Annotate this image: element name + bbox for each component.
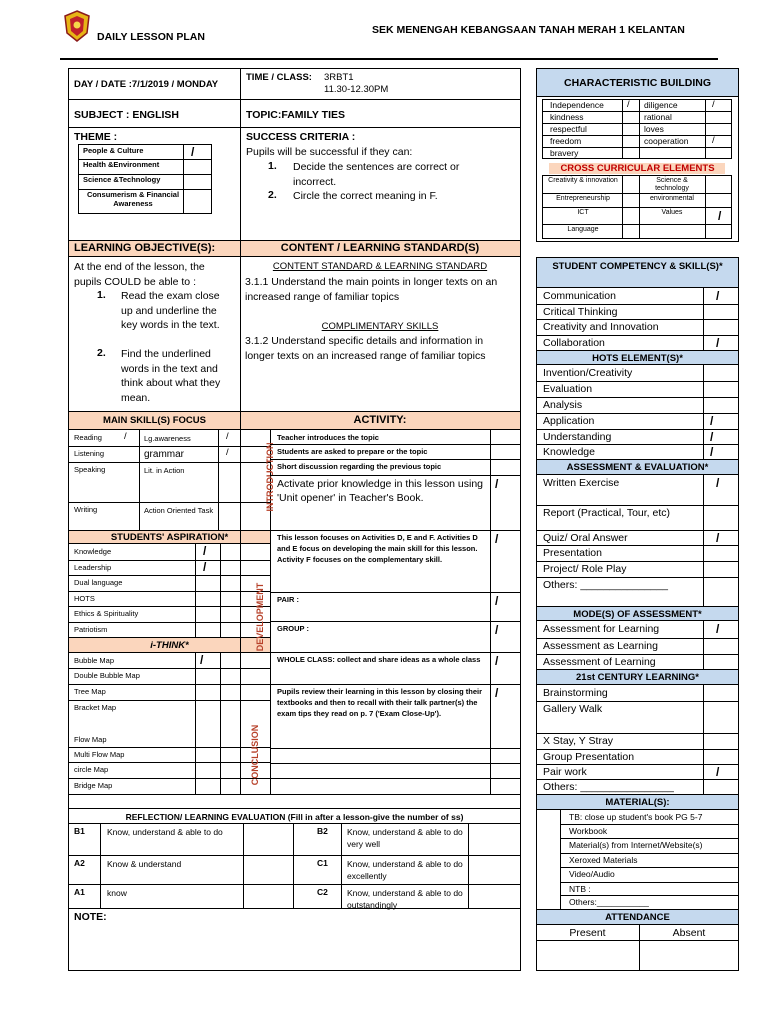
list-number: 1. xyxy=(268,160,277,172)
band-desc: Know, understand & able to do excellently xyxy=(347,859,463,881)
day-date: DAY / DATE :7/1/2019 / MONDAY xyxy=(74,79,219,90)
divider xyxy=(536,577,739,578)
objective-item: Find the underlined words in the text and think about what they mean. xyxy=(121,348,221,404)
ithink-label: Double Bubble Map xyxy=(74,671,140,680)
activity-text: Short discussion regarding the previous topic xyxy=(277,462,442,471)
divider xyxy=(622,99,623,159)
band-code: A2 xyxy=(74,858,85,868)
divider xyxy=(68,808,521,809)
school-logo xyxy=(62,9,92,43)
list-label: Quiz/ Oral Answer xyxy=(543,532,628,544)
tick-mark: / xyxy=(718,209,722,223)
list-label: Collaboration xyxy=(543,337,605,349)
ithink-label: Bubble Map xyxy=(74,656,115,665)
c21_header: 21st CENTURY LEARNING* xyxy=(576,672,699,683)
divider xyxy=(639,99,640,159)
material-label: Others:___________ xyxy=(569,897,649,907)
divider xyxy=(536,561,739,562)
theme-label: Consumerism & Financial Awareness xyxy=(86,190,180,208)
char-label: rational xyxy=(644,112,672,122)
divider xyxy=(183,174,184,189)
subject: SUBJECT : ENGLISH xyxy=(74,109,180,121)
list-label: Knowledge xyxy=(543,446,595,458)
aspiration-label: HOTS xyxy=(74,593,95,603)
divider xyxy=(536,304,739,305)
divider xyxy=(536,733,739,734)
aspiration-label: Patriotism xyxy=(74,624,108,634)
tick-mark: / xyxy=(710,430,714,444)
topic: TOPIC:FAMILY TIES xyxy=(246,109,345,121)
hots_header: HOTS ELEMENT(S)* xyxy=(592,353,683,364)
material-label: Workbook xyxy=(569,826,608,836)
divider xyxy=(536,429,739,430)
list-label: Analysis xyxy=(543,399,583,411)
activity-text: Activate prior knowledge in this lesson using 'Unit opener' in Teacher's Book. xyxy=(277,478,484,504)
tick-mark: / xyxy=(710,414,714,428)
band-desc: Know & understand xyxy=(107,859,182,869)
list-label: Application xyxy=(543,415,595,427)
tick-mark: / xyxy=(712,99,715,110)
tick-mark: / xyxy=(203,544,207,558)
success-item: Circle the correct meaning in F. xyxy=(293,190,438,202)
divider xyxy=(542,207,732,208)
activity-text: This lesson focuses on Activities D, E and F. Activities D and E focus on developing the main skill for this lesson. Activity F focuses on the complementary skill. xyxy=(277,533,478,564)
theme-label: THEME : xyxy=(74,131,118,143)
activity-text: Teacher introduces the topic xyxy=(277,433,379,442)
list-number: 2. xyxy=(268,189,277,201)
attendance-absent: Absent xyxy=(672,927,706,939)
activity-text: GROUP : xyxy=(277,624,309,633)
divider xyxy=(68,99,521,100)
list-label: Critical Thinking xyxy=(543,306,618,318)
divider xyxy=(536,940,739,941)
divider xyxy=(270,459,521,460)
divider xyxy=(220,544,221,794)
divider xyxy=(536,505,739,506)
tick-mark: / xyxy=(716,531,720,545)
material-label: Video/Audio xyxy=(569,869,615,879)
divider xyxy=(68,908,521,909)
mat_header: MATERIAL(S): xyxy=(605,797,670,808)
band-desc: Know, understand & able to do outstandingly xyxy=(347,888,463,910)
ithink-label: Tree Map xyxy=(74,687,106,696)
list-label: Others: _______________ xyxy=(543,579,668,591)
char-label: diligence xyxy=(644,100,678,110)
divider xyxy=(542,224,732,225)
skills-header: MAIN SKILL(S) FOCUS xyxy=(103,415,206,426)
divider xyxy=(293,823,294,908)
divider xyxy=(68,823,521,824)
divider xyxy=(705,175,706,239)
content-standard-1: 3.1.1 Understand the main points in longer texts on an increased range of familiar topics xyxy=(245,276,498,303)
col-divider xyxy=(240,257,241,411)
ithink-label: Bridge Map xyxy=(74,781,113,790)
char-label: loves xyxy=(644,124,664,134)
tick-mark: / xyxy=(495,477,499,491)
theme-label: People & Culture xyxy=(83,146,144,155)
divider xyxy=(270,444,521,445)
list-label: Understanding xyxy=(543,431,612,443)
divider xyxy=(240,684,270,685)
list-label: Pair work xyxy=(543,766,587,778)
activity-header: ACTIVITY: xyxy=(353,414,407,426)
assess_header: ASSESSMENT & EVALUATION* xyxy=(566,462,709,473)
char-header: CHARACTERISTIC BUILDING xyxy=(564,77,711,89)
divider xyxy=(536,444,739,445)
time-value: 11.30-12.30PM xyxy=(324,84,389,95)
divider xyxy=(560,895,739,896)
divider xyxy=(270,684,521,685)
aspiration-label: Ethics & Spirituality xyxy=(74,609,139,618)
activity-text: WHOLE CLASS: collect and share ideas as a whole class xyxy=(277,655,481,664)
skill-label: Speaking xyxy=(74,465,106,474)
char-label: respectful xyxy=(550,124,587,134)
cce-header: CROSS CURRICULAR ELEMENTS xyxy=(560,163,715,174)
attendance-present: Present xyxy=(569,927,606,939)
divider xyxy=(536,319,739,320)
doc-title: DAILY LESSON PLAN xyxy=(97,31,205,43)
tick-mark: / xyxy=(712,135,715,146)
divider xyxy=(195,544,196,794)
divider xyxy=(536,530,739,531)
ithink-label: Flow Map xyxy=(74,735,107,744)
divider xyxy=(560,882,739,883)
divider xyxy=(536,764,739,765)
band-code: C1 xyxy=(317,858,328,868)
att_header: ATTENDANCE xyxy=(605,912,670,923)
divider xyxy=(270,621,521,622)
divider xyxy=(270,748,521,749)
list-label: Communication xyxy=(543,290,616,302)
divider xyxy=(270,592,521,593)
tick-mark: / xyxy=(716,476,720,490)
list-label: Project/ Role Play xyxy=(543,563,627,575)
list-number: 2. xyxy=(97,347,106,359)
list-label: Gallery Walk xyxy=(543,703,603,715)
divider xyxy=(240,430,241,794)
divider xyxy=(139,430,140,530)
divider xyxy=(536,638,739,639)
tick-mark: / xyxy=(191,145,195,159)
divider xyxy=(68,855,521,856)
tick-mark: / xyxy=(226,431,229,442)
aspiration-label: Knowledge xyxy=(74,547,112,556)
objective-intro: At the end of the lesson, the pupils COULD be able to : xyxy=(74,261,205,288)
theme-label: Science &Technology xyxy=(83,175,161,184)
ithink-label: Multi Flow Map xyxy=(74,750,125,759)
list-label: Report (Practical, Tour, etc) xyxy=(543,507,671,519)
divider xyxy=(100,823,101,908)
skill-label: Lg.awareness xyxy=(144,434,191,443)
content-sub: CONTENT STANDARD & LEARNING STANDARD xyxy=(272,261,488,272)
tick-mark: / xyxy=(495,623,499,637)
cce-label: Creativity & innovation xyxy=(548,177,618,184)
success-intro: Pupils will be successful if they can: xyxy=(246,146,413,158)
divider xyxy=(560,824,739,825)
tick-mark: / xyxy=(226,447,229,458)
objective-item: Read the exam close up and underline the key words in the text. xyxy=(121,290,220,331)
divider xyxy=(536,654,739,655)
success-label: SUCCESS CRITERIA : xyxy=(246,131,356,143)
band-code: C2 xyxy=(317,887,328,897)
cce-label: Science & technology xyxy=(655,177,689,192)
tick-mark: / xyxy=(495,654,499,668)
band-desc: Know, understand & able to do xyxy=(107,827,223,837)
tick-mark: / xyxy=(203,559,207,574)
char-label: freedom xyxy=(550,136,582,146)
list-label: Others: ________________ xyxy=(543,781,674,793)
objective-header: LEARNING OBJECTIVE(S): xyxy=(74,242,216,254)
char-label: bravery xyxy=(550,148,579,158)
reflection-header: REFLECTION/ LEARNING EVALUATION (Fill in after a lesson-give the number of ss) xyxy=(125,812,464,822)
divider xyxy=(560,853,739,854)
tick-mark: / xyxy=(124,431,127,442)
introduction-label: INTRODUCTION xyxy=(265,442,275,512)
char-label: kindness xyxy=(550,112,584,122)
divider xyxy=(68,884,521,885)
header-rule xyxy=(60,58,718,60)
divider xyxy=(270,652,521,653)
list-label: Assessment as Learning xyxy=(543,640,658,652)
divider xyxy=(68,794,521,795)
mode_header: MODE(S) OF ASSESSMENT* xyxy=(573,609,702,620)
divider xyxy=(560,867,739,868)
ithink-header: i-THINK* xyxy=(150,640,189,651)
divider xyxy=(560,838,739,839)
divider xyxy=(622,175,623,239)
cce-label: environmental xyxy=(650,195,694,202)
comp-skills-label: COMPLIMENTARY SKILLS xyxy=(321,321,439,332)
divider xyxy=(243,823,244,908)
list-number: 1. xyxy=(97,289,106,301)
band-code: B2 xyxy=(317,826,328,836)
note-label: NOTE: xyxy=(74,911,107,923)
list-label: Creativity and Innovation xyxy=(543,321,659,333)
divider xyxy=(536,749,739,750)
divider xyxy=(270,475,521,476)
divider xyxy=(705,99,706,159)
ithink-label: Bracket Map xyxy=(74,703,117,712)
band-code: A1 xyxy=(74,887,85,897)
tick-mark: / xyxy=(495,594,499,608)
divider xyxy=(270,763,521,764)
divider xyxy=(536,397,739,398)
divider xyxy=(536,413,739,414)
material-label: Xeroxed Materials xyxy=(569,855,638,865)
tick-mark: / xyxy=(495,686,499,700)
char-label: cooperation xyxy=(644,136,689,146)
tick-mark: / xyxy=(716,765,720,779)
class-value: 3RBT1 xyxy=(324,72,354,83)
divider xyxy=(536,701,739,702)
development-label: DEVELOPMENT xyxy=(255,582,265,652)
divider xyxy=(536,335,739,336)
theme-label: Health &Environment xyxy=(83,160,160,169)
aspiration-label: Dual language xyxy=(74,578,123,587)
list-label: Written Exercise xyxy=(543,477,620,489)
skill-label: Listening xyxy=(74,449,105,458)
comp_header: STUDENT COMPETENCY & SKILL(S)* xyxy=(552,261,723,272)
tick-mark: / xyxy=(710,445,714,459)
aspiration-header: STUDENTS' ASPIRATION* xyxy=(110,532,229,543)
skill-label: Action Oriented Task xyxy=(144,506,214,515)
skill-label: Lit. in Action xyxy=(144,466,185,475)
skill-label: Writing xyxy=(74,505,98,514)
list-label: Group Presentation xyxy=(543,751,635,763)
activity-text: Students are asked to prepare or the topic xyxy=(277,447,428,456)
char-label: Independence xyxy=(550,100,604,110)
divider xyxy=(270,530,521,531)
divider xyxy=(536,545,739,546)
cce-label: Entrepreneurship xyxy=(556,195,610,202)
tick-mark: / xyxy=(495,532,499,546)
divider xyxy=(183,145,184,159)
divider xyxy=(240,530,270,531)
list-label: Brainstorming xyxy=(543,687,608,699)
list-label: X Stay, Y Stray xyxy=(543,735,614,747)
list-label: Assessment of Learning xyxy=(543,656,656,668)
content-standard-2: 3.1.2 Understand specific details and information in longer texts on an increased range of familiar topics xyxy=(245,335,486,362)
success-item: Decide the sentences are correct or incorrect. xyxy=(293,161,460,188)
tick-mark: / xyxy=(627,99,630,110)
skill-label: grammar xyxy=(144,449,185,460)
tick-mark: / xyxy=(716,336,720,350)
cce-label: ICT xyxy=(577,209,589,216)
tick-mark: / xyxy=(200,653,204,667)
tick-mark: / xyxy=(716,622,720,636)
skill-label: Reading xyxy=(74,433,102,442)
divider xyxy=(218,430,219,530)
divider xyxy=(468,823,469,908)
divider xyxy=(341,823,342,908)
col-divider xyxy=(240,68,241,240)
ithink-label: circle Map xyxy=(74,765,109,774)
material-label: TB: close up student's book PG 5-7 xyxy=(569,812,703,822)
cce-label: Values xyxy=(661,209,683,216)
divider xyxy=(68,127,521,128)
divider xyxy=(183,159,184,174)
list-label: Evaluation xyxy=(543,383,593,395)
list-label: Invention/Creativity xyxy=(543,367,633,379)
col-divider xyxy=(490,430,491,794)
tick-mark: / xyxy=(716,289,720,303)
conclusion-label: CONCLUSION xyxy=(250,724,260,786)
band-code: B1 xyxy=(74,826,85,836)
time-label: TIME / CLASS: xyxy=(246,72,312,83)
divider xyxy=(639,175,640,239)
theme-table xyxy=(78,144,212,214)
content-header: CONTENT / LEARNING STANDARD(S) xyxy=(280,242,480,254)
aspiration-label: Leadership xyxy=(74,562,112,572)
band-desc: Know, understand & able to do very well xyxy=(347,827,463,849)
school-name: SEK MENENGAH KEBANGSAAN TANAH MERAH 1 KELANTAN xyxy=(372,24,685,36)
cce-label: Language xyxy=(567,226,599,233)
list-label: Assessment for Learning xyxy=(543,623,660,635)
divider xyxy=(536,779,739,780)
material-label: Material(s) from Internet/Website(s) xyxy=(569,840,703,850)
material-label: NTB : xyxy=(569,884,591,894)
band-desc: know xyxy=(107,888,127,898)
activity-text: PAIR : xyxy=(277,595,299,604)
divider xyxy=(536,381,739,382)
divider xyxy=(270,778,521,779)
list-label: Presentation xyxy=(543,547,602,559)
activity-text: Pupils review their learning in this lesson by closing their textbooks and then to recall with their talk partner(s) the exam tips they read on p. 7 ('Exam Close-Up'). xyxy=(277,687,483,718)
divider xyxy=(542,193,732,194)
divider xyxy=(183,189,184,214)
